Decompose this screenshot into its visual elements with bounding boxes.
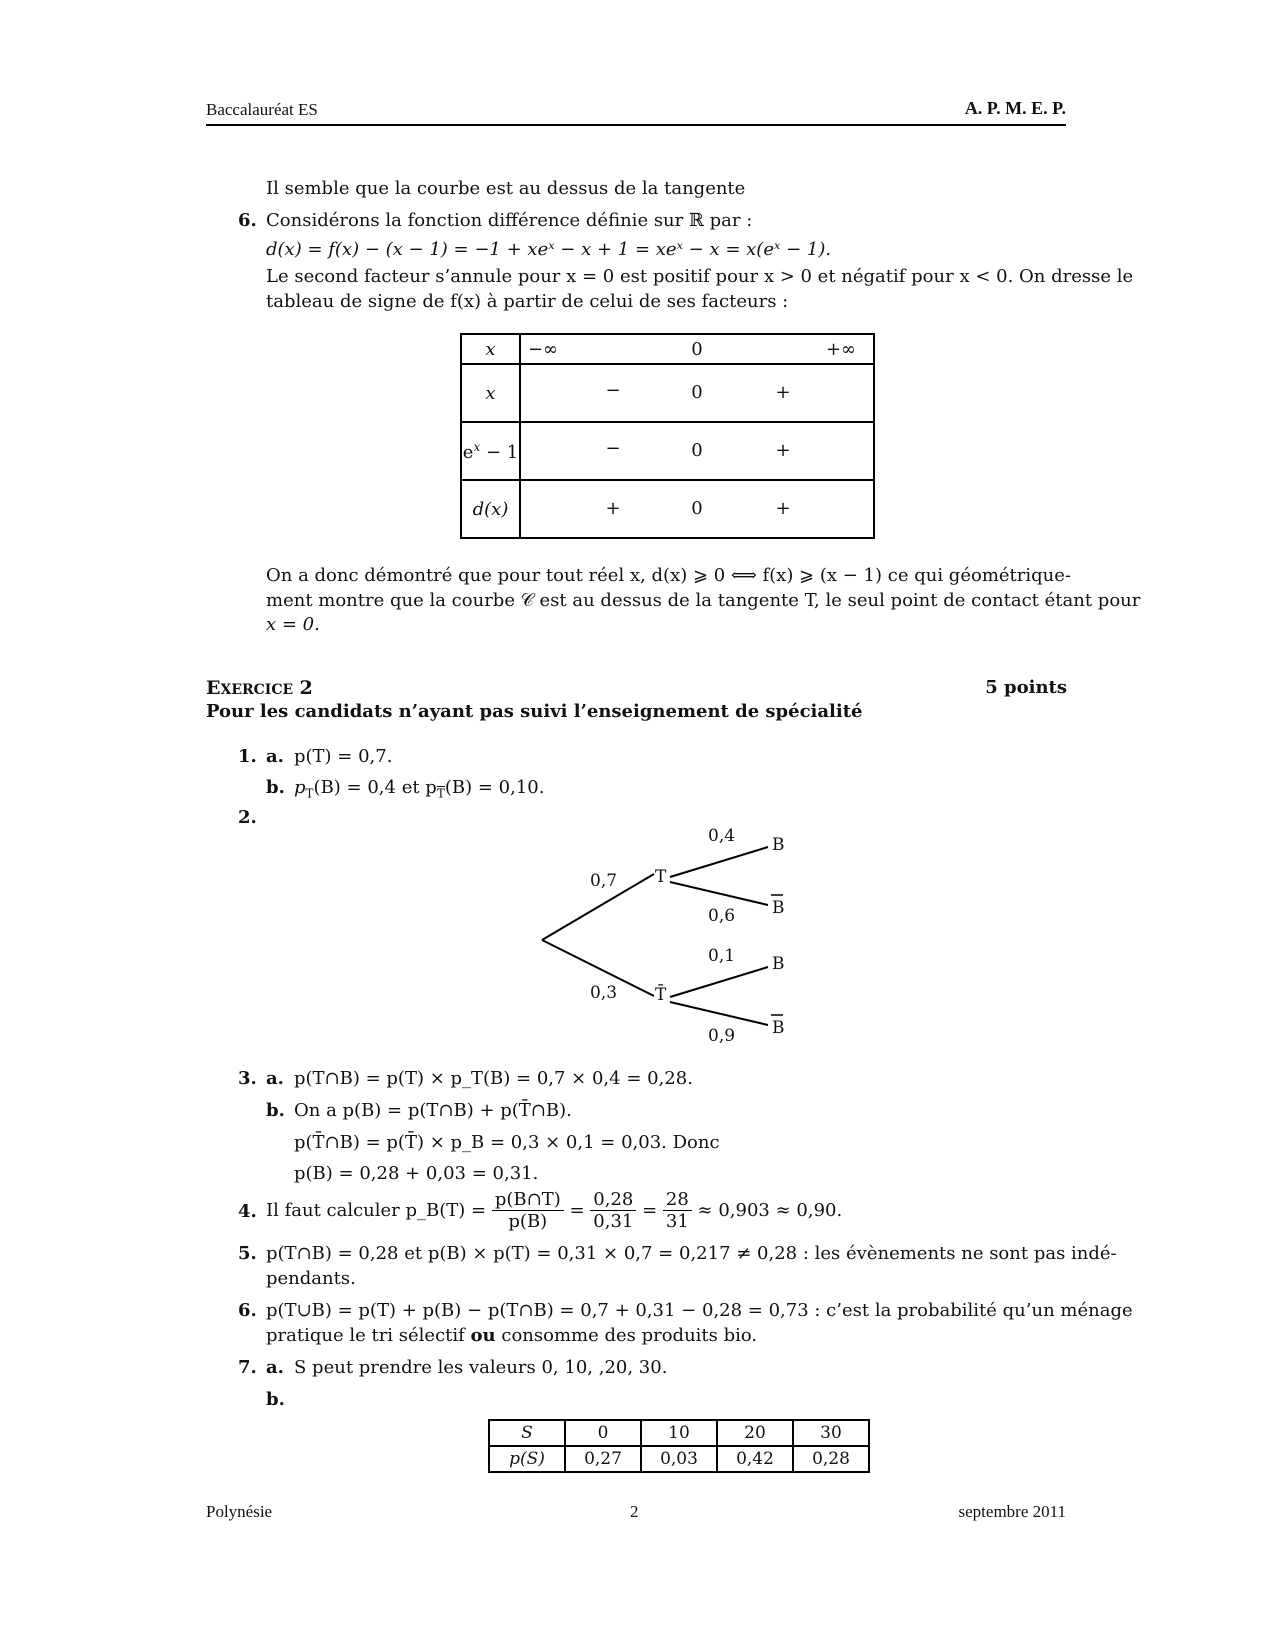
exercise-2-subtitle: Pour les candidats n’ayant pas suivi l’enseignement de spécialité — [206, 701, 863, 722]
branch-T-to-Bbar — [670, 882, 768, 905]
q7a-answer: S peut prendre les valeurs 0, 10, ,20, 30. — [294, 1357, 668, 1378]
sign-row-label: $e^x - 1$ — [461, 422, 520, 480]
leaf-Bbar: B — [772, 898, 785, 918]
branch-T-to-B — [670, 847, 768, 877]
branch-Tbar-to-B — [670, 967, 768, 997]
leaf-B: B — [772, 835, 785, 855]
q3b-line3: p(B) = 0,28 + 0,03 = 0,31. — [294, 1163, 539, 1184]
q6-text-line1: Le second facteur s’annule pour x = 0 est positif pour x > 0 et négatif pour x < 0. On dresse le — [266, 266, 1134, 287]
q1a-answer: p(T) = 0,7. — [294, 746, 393, 767]
fraction: $\frac{0,28}{0,31}$ — [590, 1189, 636, 1232]
law-value: 0 — [565, 1420, 641, 1446]
sign-value: + — [775, 498, 791, 519]
sign-value: 0 — [691, 498, 703, 519]
q1a-label: a. — [266, 746, 284, 767]
law-row-values — [489, 1420, 869, 1446]
exercise-2-points: 5 points — [985, 677, 1067, 698]
sign-value: + — [775, 440, 791, 461]
q3a-label: a. — [266, 1068, 284, 1089]
q3a-answer: p(T∩B) = p(T) × p_T(B) = 0,7 × 0,4 = 0,28. — [294, 1068, 693, 1089]
q6-formula: d(x) = f(x) − (x − 1) = −1 + xeˣ − x + 1 = xeˣ − x = x(eˣ − 1). — [266, 239, 832, 260]
law-probability: 0,27 — [565, 1446, 641, 1472]
prob-Tbar: 0,3 — [590, 983, 618, 1003]
law-probability: 0,03 — [641, 1446, 717, 1472]
law-header-S: S — [489, 1420, 565, 1446]
q3b-line1: On a p(B) = p(T∩B) + p(T̄∩B). — [294, 1100, 572, 1121]
header-left: Baccalauréat ES — [206, 100, 318, 119]
q1-number: 1. — [238, 746, 257, 767]
law-value: 20 — [717, 1420, 793, 1446]
node-Tbar: T̄ — [655, 985, 667, 1005]
q1b-label: b. — [266, 777, 285, 798]
q6-number: 6. — [238, 210, 257, 231]
q6-line2: pratique le tri sélectif ou consomme des produits bio. — [266, 1325, 758, 1346]
conclusion-line1: On a donc démontré que pour tout réel x, d(x) ⩾ 0 ⟺ f(x) ⩾ (x − 1) ce qui géométrique- — [266, 565, 1071, 586]
q5-line2: pendants. — [266, 1268, 356, 1289]
q3b-label: b. — [266, 1100, 285, 1121]
q3b-line2: p(T̄∩B) = p(T̄) × p_B = 0,3 × 0,1 = 0,03. Donc — [294, 1132, 720, 1153]
fraction: $\frac{28}{31}$ — [663, 1189, 692, 1232]
sign-value: + — [605, 498, 621, 519]
footer-right: septembre 2011 — [958, 1502, 1066, 1521]
sign-table-header-label: x — [461, 334, 520, 364]
q1b-answer: $p_T(B) = 0,4$ et $p_{\overline{T}}(B) = 0,10$. — [294, 777, 545, 801]
prob-Bbar-given-T: 0,6 — [708, 906, 736, 926]
prob-B-given-Tbar: 0,1 — [708, 946, 736, 966]
sign-value: + — [775, 382, 791, 403]
header-plus-infinity: +∞ — [825, 339, 857, 360]
conclusion-line2: ment montre que la courbe 𝒞 est au dessus de la tangente T, le seul point de contact étant pour — [266, 590, 1141, 611]
q7b-label: b. — [266, 1389, 285, 1410]
sign-value: − — [605, 438, 621, 459]
header-minus-infinity: −∞ — [527, 339, 559, 360]
leaf-B: B — [772, 954, 785, 974]
fraction: $\frac{p(B\cap T)}{p(B)}$ — [492, 1189, 564, 1232]
q2-number: 2. — [238, 807, 257, 828]
q5-number: 5. — [238, 1243, 257, 1264]
law-row-probabilities — [489, 1446, 869, 1472]
header-right: A. P. M. E. P. — [964, 98, 1066, 118]
q6-line1: p(T∪B) = p(T) + p(B) − p(T∩B) = 0,7 + 0,31 − 0,28 = 0,73 : c’est la probabilité qu’un ménage — [266, 1300, 1133, 1321]
sign-row-label: x — [461, 364, 520, 422]
sign-value: − — [605, 380, 621, 401]
sign-value: 0 — [691, 440, 703, 461]
branch-Tbar-to-Bbar — [670, 1002, 768, 1025]
prob-B-given-T: 0,4 — [708, 826, 736, 846]
exercise-2-title: EXERCICE 2 — [206, 677, 313, 699]
q6-text-line2: tableau de signe de f(x) à partir de celui de ses facteurs : — [266, 291, 789, 312]
prob-T: 0,7 — [590, 871, 618, 891]
sign-value: 0 — [691, 382, 703, 403]
q6-intro: Considérons la fonction différence définie sur ℝ par : — [266, 210, 753, 231]
leaf-Bbar: B — [772, 1018, 785, 1038]
conclusion-line3: x = 0. — [266, 614, 320, 635]
footer-left: Polynésie — [206, 1502, 273, 1521]
law-value: 30 — [793, 1420, 869, 1446]
law-probability: 0,42 — [717, 1446, 793, 1472]
header-zero: 0 — [691, 339, 703, 360]
sign-row-label: d(x) — [461, 480, 520, 538]
q7a-label: a. — [266, 1357, 284, 1378]
page-number: 2 — [630, 1502, 639, 1521]
probability-law-table — [488, 1419, 870, 1473]
law-value: 10 — [641, 1420, 717, 1446]
q4-answer: Il faut calculer p_B(T) = $\frac{p(B\cap T)}{p(B)}$ = $\frac{0,28}{0,31}$ = $\frac{28}{31}$ ≈ 0,903 ≈ 0,90. — [266, 1188, 843, 1232]
q6-number-ex2: 6. — [238, 1300, 257, 1321]
q7-number: 7. — [238, 1357, 257, 1378]
node-T: T — [655, 867, 667, 887]
law-header-pS: p(S) — [489, 1446, 565, 1472]
q4-number: 4. — [238, 1201, 257, 1222]
tangent-remark: Il semble que la courbe est au dessus de la tangente — [266, 178, 746, 199]
prob-Bbar-given-Tbar: 0,9 — [708, 1026, 736, 1046]
q5-line1: p(T∩B) = 0,28 et p(B) × p(T) = 0,31 × 0,7 = 0,217 ≠ 0,28 : les évènements ne sont pas indé- — [266, 1243, 1117, 1264]
law-probability: 0,28 — [793, 1446, 869, 1472]
q3-number: 3. — [238, 1068, 257, 1089]
